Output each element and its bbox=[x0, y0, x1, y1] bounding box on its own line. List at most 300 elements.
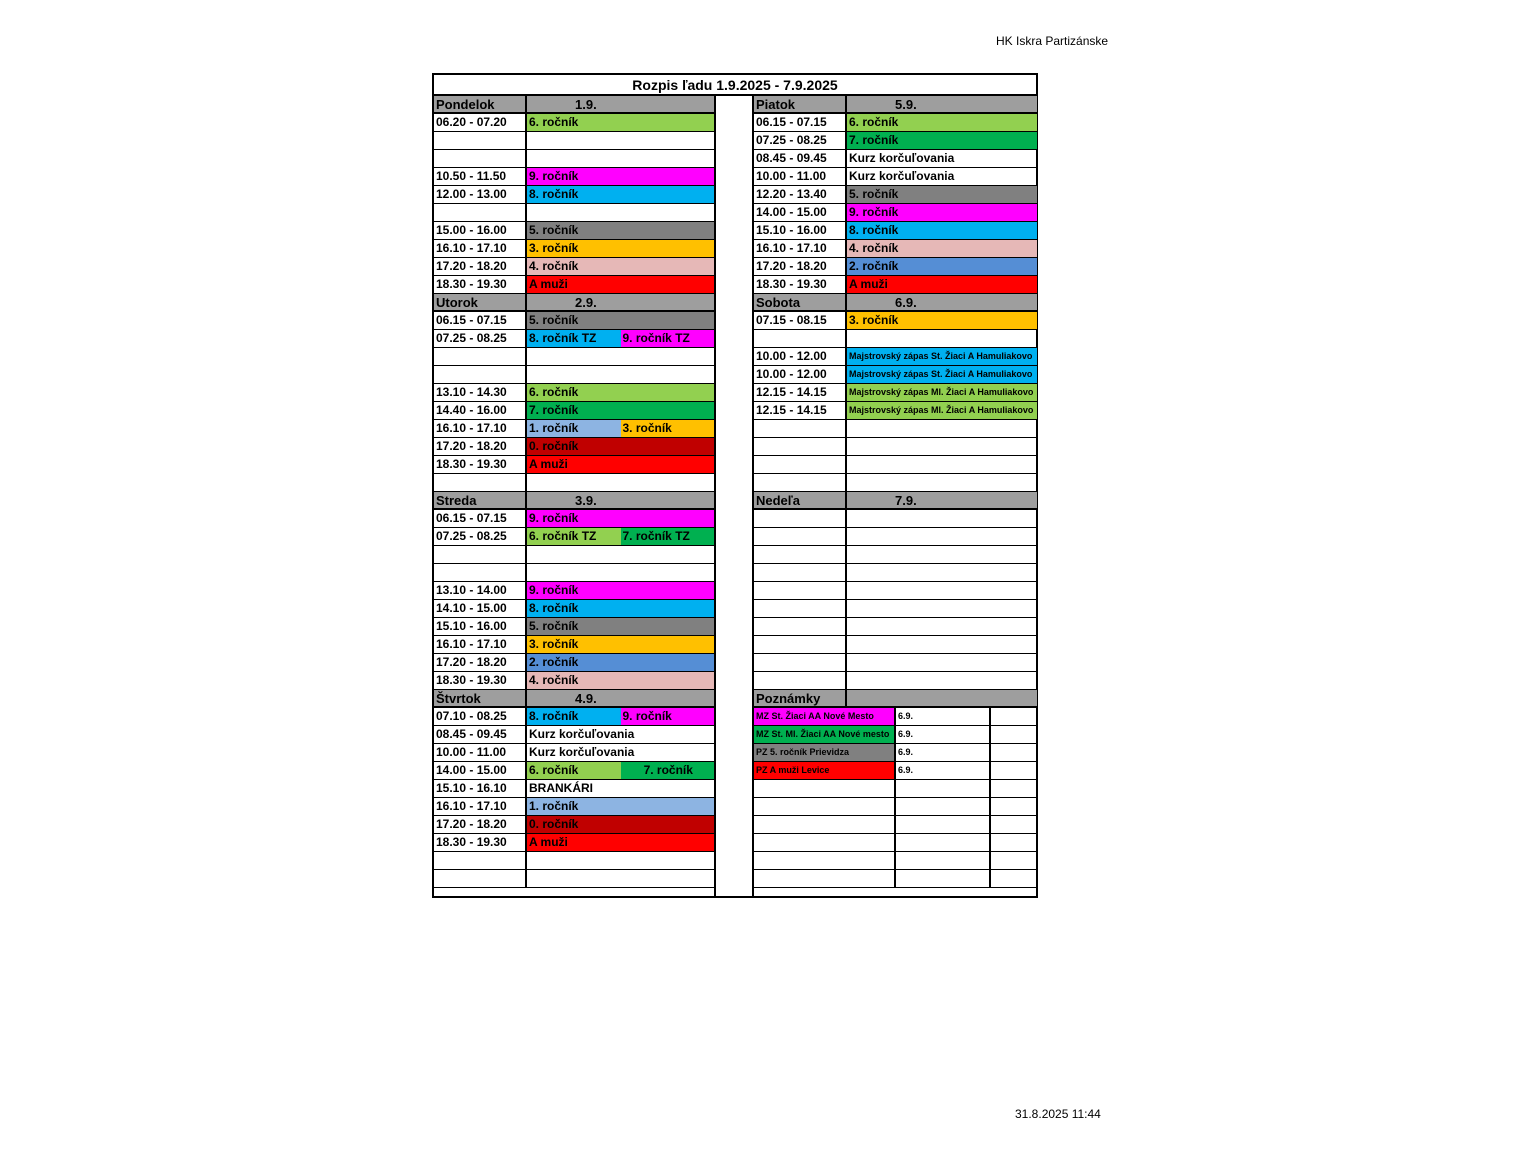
session-label: 4. ročník bbox=[527, 672, 714, 689]
session-cell bbox=[847, 564, 1037, 581]
session-label: 5. ročník bbox=[527, 312, 714, 329]
time-slot: 18.30 - 19.30 bbox=[434, 834, 527, 851]
session-label: 1. ročník bbox=[527, 420, 621, 437]
schedule-row bbox=[434, 456, 714, 474]
session-label: 6. ročník TZ bbox=[527, 528, 621, 545]
schedule-row bbox=[754, 384, 1037, 402]
session-cell bbox=[847, 132, 1037, 149]
session-cell bbox=[847, 366, 1037, 383]
schedule-row bbox=[754, 186, 1037, 204]
schedule-row bbox=[434, 366, 714, 384]
session-label: 9. ročník bbox=[527, 168, 714, 185]
session-cell bbox=[527, 600, 714, 617]
time-slot: 10.00 - 11.00 bbox=[434, 744, 527, 761]
schedule-row bbox=[434, 510, 714, 528]
note-blank bbox=[991, 780, 1037, 797]
schedule-row bbox=[754, 348, 1037, 366]
session-label: 6. ročník bbox=[847, 114, 1037, 131]
session-label: 3. ročník bbox=[847, 312, 1037, 329]
session-cell bbox=[527, 312, 714, 329]
day-date: 6.9. bbox=[895, 295, 917, 310]
day-header bbox=[434, 690, 714, 708]
note-blank bbox=[991, 870, 1037, 887]
note-date: 6.9. bbox=[896, 762, 991, 779]
time-slot bbox=[434, 132, 527, 149]
time-slot: 06.20 - 07.20 bbox=[434, 114, 527, 131]
session-cell bbox=[527, 150, 714, 167]
time-slot bbox=[754, 618, 847, 635]
session-label: A muži bbox=[847, 276, 1037, 293]
day-date: 5.9. bbox=[895, 97, 917, 112]
time-slot: 15.10 - 16.00 bbox=[434, 618, 527, 635]
notes-label: Poznámky bbox=[754, 690, 847, 706]
time-slot: 06.15 - 07.15 bbox=[754, 114, 847, 131]
time-slot: 14.00 - 15.00 bbox=[434, 762, 527, 779]
session-cell bbox=[847, 474, 1037, 491]
day-header bbox=[754, 492, 1037, 510]
session-cell bbox=[847, 168, 1037, 185]
session-cell bbox=[847, 330, 1037, 347]
column-gutter bbox=[714, 96, 754, 896]
day-header bbox=[754, 294, 1037, 312]
session-cell bbox=[527, 816, 714, 833]
time-slot: 14.00 - 15.00 bbox=[754, 204, 847, 221]
note-blank bbox=[991, 798, 1037, 815]
session-label: 1. ročník bbox=[527, 798, 714, 815]
schedule-row bbox=[754, 618, 1037, 636]
time-slot: 15.10 - 16.10 bbox=[434, 780, 527, 797]
note-date bbox=[896, 870, 991, 887]
session-label: Majstrovský zápas St. Žiaci A Hamuliakovo bbox=[847, 366, 1037, 383]
session-label: Kurz korčuľovania bbox=[529, 727, 635, 741]
session-cell bbox=[527, 474, 714, 491]
schedule-row bbox=[434, 330, 714, 348]
time-slot: 15.00 - 16.00 bbox=[434, 222, 527, 239]
time-slot bbox=[754, 474, 847, 491]
session-cell bbox=[527, 258, 714, 275]
time-slot: 15.10 - 16.00 bbox=[754, 222, 847, 239]
session-label: A muži bbox=[527, 834, 714, 851]
time-slot bbox=[754, 510, 847, 527]
schedule-row bbox=[434, 474, 714, 492]
schedule-row bbox=[434, 438, 714, 456]
schedule-row bbox=[754, 204, 1037, 222]
session-cell bbox=[847, 582, 1037, 599]
left-column bbox=[434, 96, 714, 888]
time-slot: 12.20 - 13.40 bbox=[754, 186, 847, 203]
session-cell bbox=[527, 402, 714, 419]
schedule-row bbox=[754, 420, 1037, 438]
schedule-row bbox=[754, 474, 1037, 492]
note-row bbox=[754, 744, 1037, 762]
session-cell bbox=[527, 528, 714, 545]
session-label: A muži bbox=[527, 276, 714, 293]
note-blank bbox=[991, 726, 1037, 743]
schedule-row bbox=[434, 726, 714, 744]
schedule-row bbox=[434, 672, 714, 690]
schedule-row bbox=[434, 348, 714, 366]
session-cell bbox=[527, 636, 714, 653]
time-slot: 16.10 - 17.10 bbox=[434, 798, 527, 815]
schedule-row bbox=[754, 240, 1037, 258]
schedule-row bbox=[434, 708, 714, 726]
schedule-row bbox=[434, 618, 714, 636]
time-slot bbox=[434, 852, 527, 869]
schedule-row bbox=[434, 636, 714, 654]
session-label: 8. ročník bbox=[527, 600, 714, 617]
note-date: 6.9. bbox=[896, 744, 991, 761]
session-cell bbox=[847, 438, 1037, 455]
session-label: BRANKÁRI bbox=[529, 781, 593, 795]
schedule-row bbox=[434, 546, 714, 564]
session-cell bbox=[847, 312, 1037, 329]
schedule-row bbox=[434, 870, 714, 888]
time-slot bbox=[434, 474, 527, 491]
note-row bbox=[754, 870, 1037, 888]
schedule-row bbox=[434, 402, 714, 420]
notes-header bbox=[754, 690, 1037, 708]
schedule-row bbox=[434, 816, 714, 834]
time-slot bbox=[754, 528, 847, 545]
session-label: 0. ročník bbox=[527, 438, 714, 455]
day-name: Piatok bbox=[754, 96, 847, 112]
schedule-row bbox=[434, 258, 714, 276]
schedule-row bbox=[754, 168, 1037, 186]
time-slot: 12.15 - 14.15 bbox=[754, 384, 847, 401]
session-label: 9. ročník TZ bbox=[621, 330, 715, 347]
session-cell bbox=[847, 546, 1037, 563]
session-label: 7. ročník bbox=[621, 762, 715, 779]
schedule-row bbox=[754, 402, 1037, 420]
schedule-row bbox=[434, 222, 714, 240]
schedule-row bbox=[434, 168, 714, 186]
time-slot: 16.10 - 17.10 bbox=[434, 240, 527, 257]
session-cell bbox=[847, 276, 1037, 293]
session-cell bbox=[527, 384, 714, 401]
session-label: 9. ročník bbox=[527, 582, 714, 599]
schedule-row bbox=[434, 654, 714, 672]
session-label: Kurz korčuľovania bbox=[529, 745, 635, 759]
session-cell bbox=[527, 744, 714, 761]
session-label: 4. ročník bbox=[527, 258, 714, 275]
time-slot bbox=[754, 600, 847, 617]
day-date: 3.9. bbox=[575, 493, 597, 508]
schedule-row bbox=[754, 564, 1037, 582]
schedule-row bbox=[434, 564, 714, 582]
session-cell bbox=[527, 348, 714, 365]
day-header bbox=[434, 492, 714, 510]
session-cell bbox=[847, 528, 1037, 545]
session-label: Majstrovský zápas Ml. Žiaci A Hamuliakovo bbox=[847, 402, 1037, 419]
session-cell bbox=[847, 600, 1037, 617]
session-label: 7. ročník bbox=[847, 132, 1037, 149]
day-name: Utorok bbox=[434, 294, 527, 310]
note-date: 6.9. bbox=[896, 708, 991, 725]
schedule-row bbox=[754, 438, 1037, 456]
note-text: MZ St. Ml. Žiaci AA Nové mesto bbox=[754, 726, 896, 743]
day-date: 1.9. bbox=[575, 97, 597, 112]
time-slot: 14.40 - 16.00 bbox=[434, 402, 527, 419]
time-slot: 17.20 - 18.20 bbox=[434, 438, 527, 455]
session-cell bbox=[527, 438, 714, 455]
schedule-row bbox=[754, 636, 1037, 654]
session-cell bbox=[527, 204, 714, 221]
session-cell bbox=[527, 114, 714, 131]
session-cell bbox=[847, 402, 1037, 419]
time-slot: 07.25 - 08.25 bbox=[754, 132, 847, 149]
schedule-row bbox=[754, 150, 1037, 168]
schedule-row bbox=[434, 528, 714, 546]
note-blank bbox=[991, 708, 1037, 725]
schedule-row bbox=[754, 654, 1037, 672]
session-cell bbox=[527, 168, 714, 185]
time-slot: 18.30 - 19.30 bbox=[434, 456, 527, 473]
organization-name: HK Iskra Partizánske bbox=[996, 34, 1109, 48]
session-cell bbox=[527, 132, 714, 149]
note-row bbox=[754, 816, 1037, 834]
time-slot: 17.20 - 18.20 bbox=[434, 258, 527, 275]
time-slot: 12.15 - 14.15 bbox=[754, 402, 847, 419]
session-cell bbox=[847, 510, 1037, 527]
schedule-row bbox=[754, 258, 1037, 276]
note-row bbox=[754, 852, 1037, 870]
time-slot: 06.15 - 07.15 bbox=[434, 312, 527, 329]
time-slot bbox=[754, 330, 847, 347]
time-slot bbox=[434, 870, 527, 887]
time-slot: 10.50 - 11.50 bbox=[434, 168, 527, 185]
session-cell bbox=[527, 276, 714, 293]
time-slot: 14.10 - 15.00 bbox=[434, 600, 527, 617]
note-text bbox=[754, 852, 896, 869]
day-date: 4.9. bbox=[575, 691, 597, 706]
session-cell bbox=[847, 672, 1037, 689]
session-cell bbox=[847, 258, 1037, 275]
session-cell bbox=[847, 114, 1037, 131]
time-slot bbox=[754, 636, 847, 653]
session-label: 4. ročník bbox=[847, 240, 1037, 257]
session-label: 7. ročník bbox=[527, 402, 714, 419]
day-date: 7.9. bbox=[895, 493, 917, 508]
time-slot bbox=[434, 546, 527, 563]
session-cell bbox=[847, 204, 1037, 221]
session-label: A muži bbox=[527, 456, 714, 473]
schedule-row bbox=[434, 204, 714, 222]
schedule-row bbox=[434, 834, 714, 852]
note-date: 6.9. bbox=[896, 726, 991, 743]
note-blank bbox=[991, 834, 1037, 851]
session-label: 5. ročník bbox=[847, 186, 1037, 203]
session-cell bbox=[527, 672, 714, 689]
time-slot: 13.10 - 14.30 bbox=[434, 384, 527, 401]
note-blank bbox=[991, 852, 1037, 869]
time-slot: 10.00 - 12.00 bbox=[754, 348, 847, 365]
time-slot: 10.00 - 11.00 bbox=[754, 168, 847, 185]
schedule-row bbox=[434, 132, 714, 150]
schedule-row bbox=[754, 528, 1037, 546]
session-cell bbox=[847, 348, 1037, 365]
notes-header-spacer bbox=[847, 690, 1037, 706]
session-cell bbox=[527, 222, 714, 239]
note-text: MZ St. Žiaci AA Nové Mesto bbox=[754, 708, 896, 725]
session-cell bbox=[847, 186, 1037, 203]
session-cell bbox=[527, 780, 714, 797]
session-label: 3. ročník bbox=[527, 636, 714, 653]
session-cell bbox=[527, 726, 714, 743]
time-slot: 18.30 - 19.30 bbox=[754, 276, 847, 293]
session-label: Kurz korčuľovania bbox=[849, 169, 955, 183]
note-row bbox=[754, 726, 1037, 744]
time-slot bbox=[754, 456, 847, 473]
day-header bbox=[434, 96, 714, 114]
note-row bbox=[754, 798, 1037, 816]
session-label: Majstrovský zápas St. Žiaci A Hamuliakovo bbox=[847, 348, 1037, 365]
note-blank bbox=[991, 816, 1037, 833]
session-cell bbox=[847, 654, 1037, 671]
time-slot bbox=[434, 564, 527, 581]
day-header bbox=[434, 294, 714, 312]
note-text bbox=[754, 780, 896, 797]
session-label: 6. ročník bbox=[527, 762, 621, 779]
session-cell bbox=[527, 762, 714, 779]
session-cell bbox=[527, 330, 714, 347]
schedule-row bbox=[754, 456, 1037, 474]
time-slot: 06.15 - 07.15 bbox=[434, 510, 527, 527]
schedule-row bbox=[754, 222, 1037, 240]
schedule-row bbox=[754, 276, 1037, 294]
time-slot: 07.10 - 08.25 bbox=[434, 708, 527, 725]
note-date bbox=[896, 852, 991, 869]
time-slot: 18.30 - 19.30 bbox=[434, 672, 527, 689]
schedule-row bbox=[754, 330, 1037, 348]
time-slot: 07.25 - 08.25 bbox=[434, 330, 527, 347]
note-blank bbox=[991, 762, 1037, 779]
session-label: 9. ročník bbox=[527, 510, 714, 527]
session-cell bbox=[527, 366, 714, 383]
session-cell bbox=[847, 456, 1037, 473]
session-cell bbox=[847, 384, 1037, 401]
note-text: PZ A muži Levice bbox=[754, 762, 896, 779]
session-label: 8. ročník bbox=[527, 186, 714, 203]
time-slot bbox=[754, 420, 847, 437]
schedule-sheet bbox=[432, 73, 1038, 898]
note-text bbox=[754, 834, 896, 851]
session-label: 8. ročník bbox=[527, 708, 621, 725]
note-row bbox=[754, 834, 1037, 852]
schedule-row bbox=[434, 312, 714, 330]
schedule-row bbox=[434, 762, 714, 780]
schedule-title: Rozpis ľadu 1.9.2025 - 7.9.2025 bbox=[434, 75, 1036, 96]
time-slot: 08.45 - 09.45 bbox=[754, 150, 847, 167]
time-slot bbox=[434, 150, 527, 167]
note-text bbox=[754, 870, 896, 887]
session-cell bbox=[847, 420, 1037, 437]
time-slot: 18.30 - 19.30 bbox=[434, 276, 527, 293]
session-label: 8. ročník TZ bbox=[527, 330, 621, 347]
time-slot bbox=[754, 672, 847, 689]
time-slot: 07.15 - 08.15 bbox=[754, 312, 847, 329]
session-cell bbox=[527, 708, 714, 725]
schedule-row bbox=[754, 366, 1037, 384]
session-cell bbox=[527, 420, 714, 437]
day-name: Nedeľa bbox=[754, 492, 847, 508]
schedule-row bbox=[754, 132, 1037, 150]
schedule-row bbox=[754, 312, 1037, 330]
schedule-row bbox=[434, 744, 714, 762]
session-cell bbox=[527, 564, 714, 581]
session-label: 9. ročník bbox=[847, 204, 1037, 221]
schedule-row bbox=[434, 240, 714, 258]
note-date bbox=[896, 780, 991, 797]
time-slot bbox=[754, 564, 847, 581]
schedule-row bbox=[434, 798, 714, 816]
session-cell bbox=[847, 222, 1037, 239]
time-slot: 16.10 - 17.10 bbox=[434, 420, 527, 437]
schedule-row bbox=[434, 852, 714, 870]
schedule-row bbox=[754, 114, 1037, 132]
time-slot: 17.20 - 18.20 bbox=[434, 816, 527, 833]
time-slot: 07.25 - 08.25 bbox=[434, 528, 527, 545]
session-cell bbox=[527, 582, 714, 599]
time-slot bbox=[434, 366, 527, 383]
session-cell bbox=[527, 798, 714, 815]
session-label: 3. ročník bbox=[527, 240, 714, 257]
note-date bbox=[896, 834, 991, 851]
note-text: PZ 5. ročník Prievidza bbox=[754, 744, 896, 761]
day-name: Štvrtok bbox=[434, 690, 527, 706]
session-cell bbox=[527, 546, 714, 563]
session-label: 5. ročník bbox=[527, 618, 714, 635]
schedule-row bbox=[434, 276, 714, 294]
schedule-row bbox=[434, 150, 714, 168]
time-slot bbox=[754, 654, 847, 671]
schedule-row bbox=[434, 600, 714, 618]
session-label: Kurz korčuľovania bbox=[849, 151, 955, 165]
time-slot bbox=[754, 546, 847, 563]
session-cell bbox=[527, 852, 714, 869]
day-name: Pondelok bbox=[434, 96, 527, 112]
time-slot: 13.10 - 14.00 bbox=[434, 582, 527, 599]
session-cell bbox=[527, 834, 714, 851]
schedule-row bbox=[754, 600, 1037, 618]
note-row bbox=[754, 780, 1037, 798]
session-cell bbox=[527, 618, 714, 635]
schedule-row bbox=[434, 114, 714, 132]
schedule-row bbox=[434, 186, 714, 204]
session-cell bbox=[527, 510, 714, 527]
time-slot: 12.00 - 13.00 bbox=[434, 186, 527, 203]
time-slot bbox=[434, 348, 527, 365]
session-cell bbox=[527, 240, 714, 257]
note-text bbox=[754, 798, 896, 815]
session-cell bbox=[527, 186, 714, 203]
session-label: 8. ročník bbox=[847, 222, 1037, 239]
session-label: 6. ročník bbox=[527, 384, 714, 401]
schedule-row bbox=[754, 546, 1037, 564]
session-cell bbox=[527, 654, 714, 671]
session-cell bbox=[847, 240, 1037, 257]
time-slot: 10.00 - 12.00 bbox=[754, 366, 847, 383]
note-row bbox=[754, 708, 1037, 726]
day-header bbox=[754, 96, 1037, 114]
time-slot bbox=[434, 204, 527, 221]
schedule-row bbox=[434, 384, 714, 402]
note-row bbox=[754, 762, 1037, 780]
session-label: 3. ročník bbox=[621, 420, 715, 437]
session-cell bbox=[527, 870, 714, 887]
note-date bbox=[896, 816, 991, 833]
time-slot: 08.45 - 09.45 bbox=[434, 726, 527, 743]
session-label: Majstrovský zápas Ml. Žiaci A Hamuliakovo bbox=[847, 384, 1037, 401]
